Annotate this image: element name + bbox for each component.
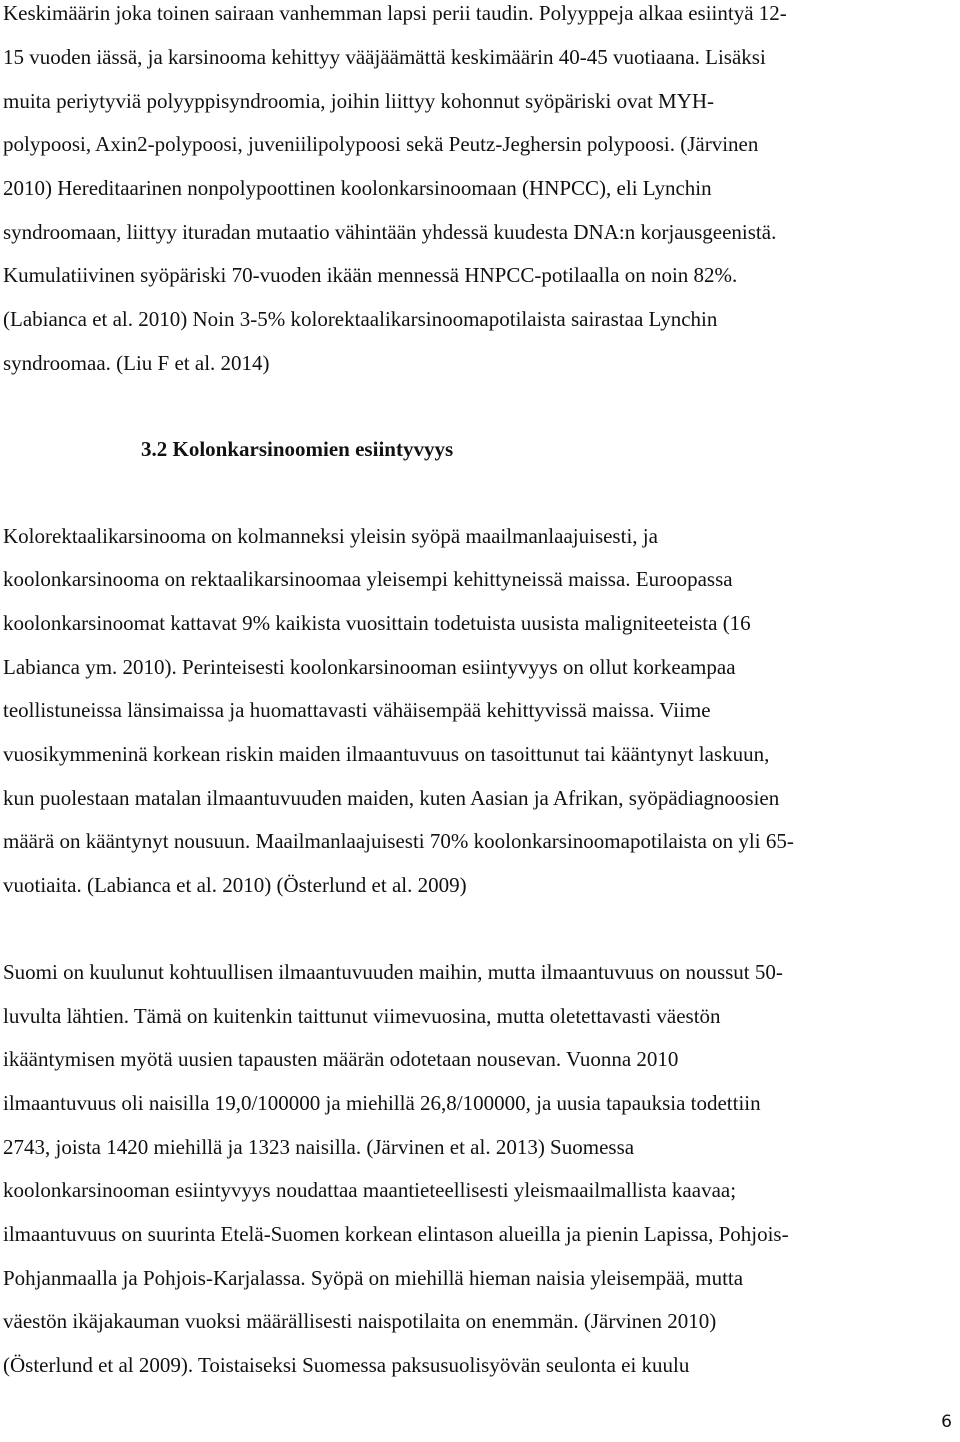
text-line: (Labianca et al. 2010) Noin 3-5% kolorektaalikarsinoomapotilaista sairastaa Lynchin xyxy=(3,307,718,331)
text-line: Kumulatiivinen syöpäriski 70-vuoden ikään mennessä HNPCC-potilaalla on noin 82%. xyxy=(3,263,738,287)
text-line: väestön ikäjakauman vuoksi määrällisesti naispotilaita on enemmän. (Järvinen 2010) xyxy=(3,1309,717,1333)
text-line: 2010) Hereditaarinen nonpolypoottinen koolonkarsinoomaan (HNPCC), eli Lynchin xyxy=(3,176,712,200)
section-heading: 3.2 Kolonkarsinoomien esiintyvyys xyxy=(141,437,454,461)
text-line: kun puolestaan matalan ilmaantuvuuden maiden, kuten Aasian ja Afrikan, syöpädiagnoosien xyxy=(3,786,780,810)
text-line: vuotiaita. (Labianca et al. 2010) (Österlund et al. 2009) xyxy=(3,873,467,897)
text-line: syndroomaa. (Liu F et al. 2014) xyxy=(3,351,270,375)
text-line: koolonkarsinooman esiintyvyys noudattaa maantieteellisesti yleismaailmallista kaavaa; xyxy=(3,1178,737,1202)
text-line: Pohjanmaalla ja Pohjois-Karjalassa. Syöpä on miehillä hieman naisia yleisempää, mutta xyxy=(3,1266,744,1290)
text-line: koolonkarsinooma on rektaalikarsinoomaa yleisempi kehittyneissä maissa. Euroopassa xyxy=(3,567,733,591)
text-line: Keskimäärin joka toinen sairaan vanhemman lapsi perii taudin. Polyyppeja alkaa esiintyä 12- xyxy=(3,1,787,25)
text-line: Labianca ym. 2010). Perinteisesti koolonkarsinooman esiintyvyys on ollut korkeampaa xyxy=(3,655,736,679)
text-line: 2743, joista 1420 miehillä ja 1323 naisilla. (Järvinen et al. 2013) Suomessa xyxy=(3,1135,635,1159)
text-line: Suomi on kuulunut kohtuullisen ilmaantuvuuden maihin, mutta ilmaantuvuus on noussut 50- xyxy=(3,960,783,984)
text-line: ilmaantuvuus on suurinta Etelä-Suomen korkean elintason alueilla ja pienin Lapissa, Pohjois- xyxy=(3,1222,789,1246)
text-line: (Österlund et al 2009). Toistaiseksi Suomessa paksusuolisyövän seulonta ei kuulu xyxy=(3,1353,690,1377)
text-line: vuosikymmeninä korkean riskin maiden ilmaantuvuus on tasoittunut tai kääntynyt laskuun, xyxy=(3,742,770,766)
text-line: Kolorektaalikarsinooma on kolmanneksi yleisin syöpä maailmanlaajuisesti, ja xyxy=(3,524,658,548)
text-line: ilmaantuvuus oli naisilla 19,0/100000 ja miehillä 26,8/100000, ja uusia tapauksia todettiin xyxy=(3,1091,761,1115)
text-line: polypoosi, Axin2-polypoosi, juveniilipolypoosi sekä Peutz-Jeghersin polypoosi. (Järvinen xyxy=(3,132,759,156)
text-line: syndroomaan, liittyy ituradan mutaatio vähintään yhdessä kuudesta DNA:n korjausgeenistä. xyxy=(3,220,777,244)
text-line: luvulta lähtien. Tämä on kuitenkin taittunut viimevuosina, mutta oletettavasti väestön xyxy=(3,1004,721,1028)
text-line: 15 vuoden iässä, ja karsinooma kehittyy vääjäämättä keskimäärin 40-45 vuotiaana. Lisäksi xyxy=(3,45,766,69)
text-line: teollistuneissa länsimaissa ja huomattavasti vähäisempää kehittyvissä maissa. Viime xyxy=(3,698,711,722)
text-line: muita periytyviä polyyppisyndroomia, joihin liittyy kohonnut syöpäriski ovat MYH- xyxy=(3,89,715,113)
text-line: koolonkarsinoomat kattavat 9% kaikista vuosittain todetuista uusista maligniteeteista (16 xyxy=(3,611,751,635)
page-number: 6 xyxy=(941,1412,952,1432)
text-line: ikääntymisen myötä uusien tapausten määrän odotetaan nousevan. Vuonna 2010 xyxy=(3,1047,679,1071)
text-line: määrä on kääntynyt nousuun. Maailmanlaajuisesti 70% koolonkarsinoomapotilaista on yli 65- xyxy=(3,829,794,853)
